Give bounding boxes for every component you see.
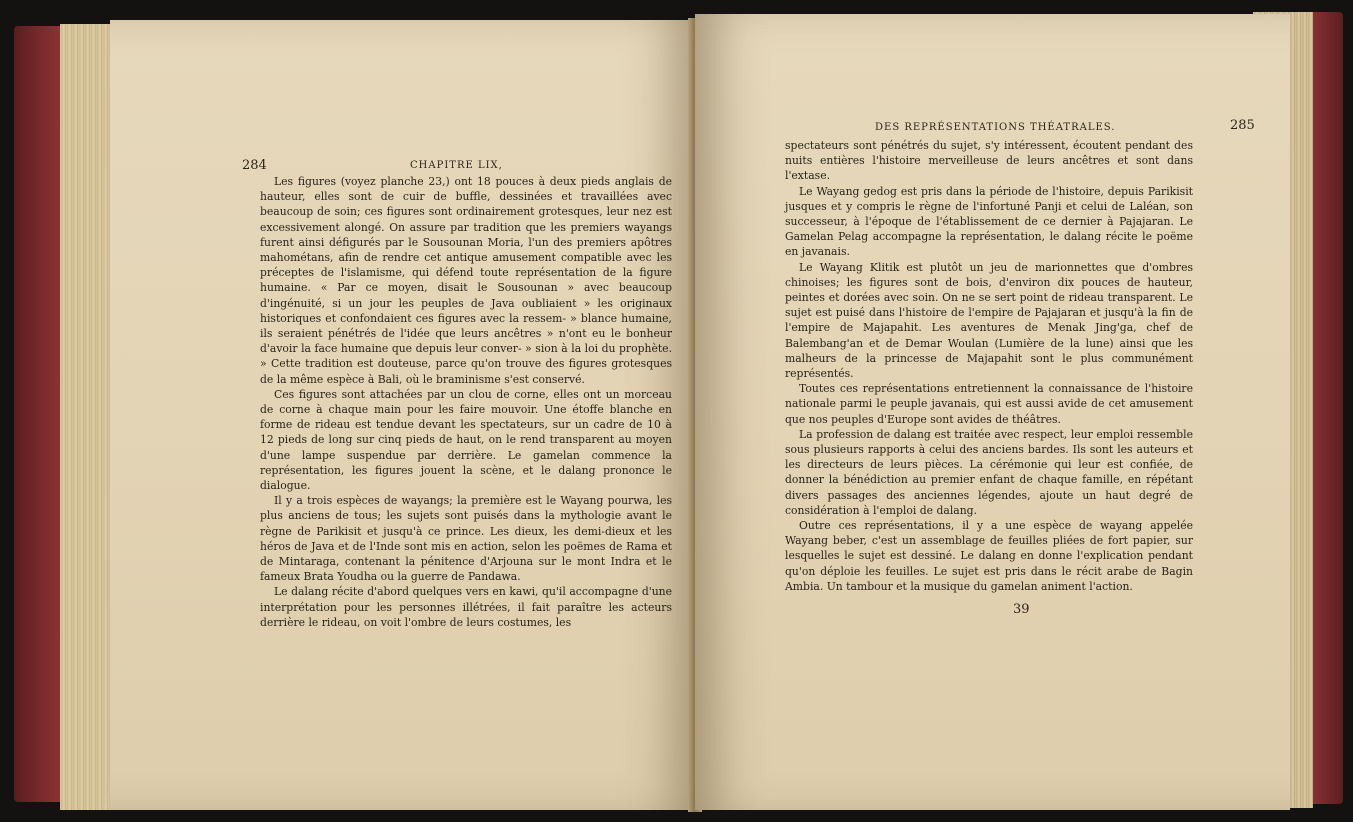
paragraph: Les figures (voyez planche 23,) ont 18 pouces à deux pieds anglais de hauteur, elles sont de cuir de buffle, dessinées et travaillées avec beaucoup de soin; ces figures sont ordinairement grotesques, leur nez est excessivement alongé. On assure par tradition que les premiers wayangs furent ainsi défigurés par le Sousounan Moria, l'un des premiers apôtres mahométans, afin de rendre cet antique amusement compatible avec les préceptes de l'islamisme, qui défend toute représentation de la figure humaine. « Par ce moyen, disait le Sousounan » avec beaucoup d'ingénuité, si un jour les peuples de Java oubliaient » les originaux historiques et confondaient ces figures avec la ressem- » blance humaine, ils seraient pénétrés de l'idée que leurs ancêtres » n'ont eu le bonheur d'avoir la face humaine que depuis leur conver- » sion à la loi du prophète. » Cette tradition est douteuse, parce qu'on trouve des figures grotesques de la même espèce à Bali, où le braminisme s'est conservé. xyxy=(260,175,672,386)
paragraph: Outre ces représentations, il y a une espèce de wayang appelée Wayang beber, c'est un assemblage de feuilles pliées de fort papier, sur lesquelles le sujet est dessiné. Le dalang en donne l'explication pendant qu'on déploie les feuilles. Le sujet est pris dans le récit arabe de Bagin Ambia. Un tambour et la musique du gamelan animent l'action. xyxy=(785,519,1193,593)
paragraph: Il y a trois espèces de wayangs; la première est le Wayang pourwa, les plus anciens de tous; les sujets sont puisés dans la mythologie avant le règne de Parikisit et jusqu'à ce prince. Les dieux, les demi-dieux et les héros de Java et de l'Inde sont mis en action, selon les poëmes de Rama et de Mintaraga, contenant la pénitence d'Arjouna sur le mont Indra et le fameux Brata Youdha ou la guerre de Pandawa. xyxy=(260,494,672,584)
running-head: CHAPITRE LIX, xyxy=(410,160,503,171)
paragraph: Le dalang récite d'abord quelques vers en kawi, qu'il accompagne d'une interprétation pour les personnes illétrées, il fait paraître les acteurs derrière le rideau, on voit l'ombre de leurs costumes, les xyxy=(260,585,672,629)
paragraph: Le Wayang Klitik est plutôt un jeu de marionnettes que d'ombres chinoises; les figures sont de bois, d'environ dix pouces de hauteur, peintes et dorées avec soin. On ne se sert point de rideau transparent. Le sujet est puisé dans l'histoire de l'empire de Pajajaran et jusqu'à la fin de l'empire de Majapahit. Les aventures de Menak Jing'ga, chef de Balembang'an et de Demar Woulan (Lumière de la lune) ainsi que les malheurs de la princesse de Majapahit sont le plus communément représentés. xyxy=(785,260,1193,381)
left-page xyxy=(110,20,695,810)
page-number: 284 xyxy=(242,158,267,173)
paragraph: La profession de dalang est traitée avec respect, leur emploi ressemble sous plusieurs rapports à celui des anciens bardes. Ils sont les auteurs et les directeurs de leurs pièces. La cérémonie qui leur est confiée, de donner la bénédiction au premier enfant de chaque famille, en répétant divers passages des anciennes légendes, ajoute un haut degré de considération à l'emploi de dalang. xyxy=(785,427,1193,517)
paragraph: Ces figures sont attachées par un clou de corne, elles ont un morceau de corne à chaque main pour les faire mouvoir. Une étoffe blanche en forme de rideau est tendue devant les spectateurs, sur un cadre de 10 à 12 pieds de long sur cinq pieds de haut, on le rend transparent au moyen d'une lampe suspendue par derrière. Le gamelan commence la représentation, les figures jouent la scène, et le dalang prononce le dialogue. xyxy=(260,387,672,493)
paragraph: spectateurs sont pénétrés du sujet, s'y intéressent, écoutent pendant des nuits entières l'histoire merveilleuse de leurs ancêtres et sont dans l'extase. xyxy=(785,139,1193,183)
paragraph: Toutes ces représentations entretiennent la connaissance de l'histoire nationale parmi le peuple javanais, qui est aussi avide de cet amusement que nos peuples d'Europe sont avides de théâtres. xyxy=(785,382,1193,426)
right-page xyxy=(695,14,1290,810)
signature-mark: 39 xyxy=(1013,602,1030,617)
running-head: DES REPRÉSENTATIONS THÉATRALES. xyxy=(875,122,1116,133)
page-body xyxy=(260,174,672,630)
page-body xyxy=(785,138,1193,594)
page-number: 285 xyxy=(1230,118,1255,133)
paragraph: Le Wayang gedog est pris dans la période de l'histoire, depuis Parikisit jusques et y compris le règne de l'infortuné Panji et celui de Laléan, son successeur, à l'époque de l'établissement de ce dernier à Pajajaran. Le Gamelan Pelag accompagne la représentation, le dalang récite le poëme en javanais. xyxy=(785,184,1193,259)
